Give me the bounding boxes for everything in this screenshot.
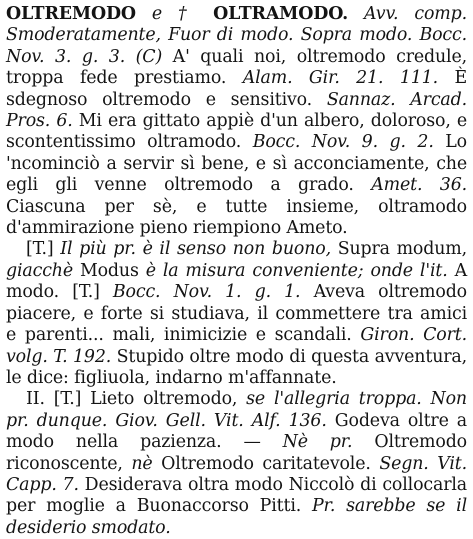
citation-source: Alam. Gir. 21. 111.: [226, 68, 438, 89]
citation-source: Bocc. Nov. 1. g. 1.: [99, 282, 301, 303]
note-text: Modus: [72, 260, 139, 281]
citation-quote: A' quali noi, oltremodo credule, troppa fede prestiamo.: [6, 46, 467, 89]
editor-mark: [T.]: [59, 282, 100, 303]
citation-source: Bocc. Nov. 3. g. 3. (C): [6, 25, 467, 67]
citation-quote: Lo 'ncominciò a servir sì bene, e sì acconciamente, che egli gli venne oltremodo a grado.: [6, 132, 467, 196]
sense-text: Lieto oltremodo,: [81, 389, 238, 410]
editor-mark: [T.]: [44, 389, 82, 410]
note-text: A modo.: [6, 260, 467, 303]
citation-quote: Godeva oltre a modo nella pazienza. —: [6, 410, 467, 453]
note-italic: Il più pr. è il senso non buono,: [53, 239, 331, 260]
sense-text: Oltremodo riconoscente,: [6, 432, 467, 474]
headword-variant: OLTRAMODO.: [213, 4, 349, 24]
note-italic: giacchè: [6, 260, 73, 281]
definition-text: Avv. comp. Smoderatamente, Fuor di modo. Sopra modo.: [6, 4, 468, 46]
citation-source: Bocc. Nov. 9. g. 2.: [241, 132, 434, 153]
sense-two: [6, 389, 467, 539]
editor-mark: [T.]: [26, 239, 54, 260]
tommaseo-note: [6, 239, 467, 389]
sense-italic: nè: [122, 453, 153, 474]
note-italic: è la misura conveniente; onde l'it.: [138, 260, 448, 281]
sense-text: Oltremodo caritatevole.: [152, 453, 371, 474]
citation-quote: Mi era gittato appiè d'un albero, doloroso, e scontentissimo oltramodo.: [6, 111, 467, 153]
citation-source: Sannaz. Arcad. Pros. 6.: [6, 89, 467, 132]
citation-quote: Aveva oltremodo piacere, e forte si studiava, il commettere tra amici e parenti... mali, inimicizie e scandali.: [6, 282, 468, 346]
citation-source: Giron. Cort. volg. T. 192.: [6, 325, 467, 367]
sense-italic: Pr. sarebbe se il desiderio smodato.: [6, 496, 467, 538]
citation-quote: Desiderava oltra modo Niccolò di collocarla per moglie a Buonaccorso Pitti.: [6, 474, 467, 517]
citation-quote: Ciascuna per sè, e tutte insieme, oltramodo d'ammirazione pieno riempiono Ameto.: [6, 196, 467, 239]
citation-source: Giov. Gell. Vit. Alf. 136.: [107, 410, 327, 431]
note-text: Supra modum,: [330, 239, 467, 260]
citation-quote: Stupido oltre modo di questa avventura, le dice: figliuola, indarno m'affannate.: [6, 346, 467, 388]
sense-italic: Nè pr.: [260, 432, 353, 453]
citation-source: Amet. 36.: [353, 175, 468, 196]
citation-source: Segn. Vit. Capp. 7.: [6, 453, 467, 495]
citation-quote: È sdegnoso oltremodo e sensitivo.: [6, 68, 467, 110]
entry-definition: [6, 4, 467, 239]
sense-italic: se l'allegria troppa. Non pr. dunque.: [6, 389, 467, 431]
sense-number: II.: [26, 389, 45, 410]
headword: OLTREMODO: [6, 4, 136, 24]
variant-prefix: e †: [135, 4, 214, 24]
